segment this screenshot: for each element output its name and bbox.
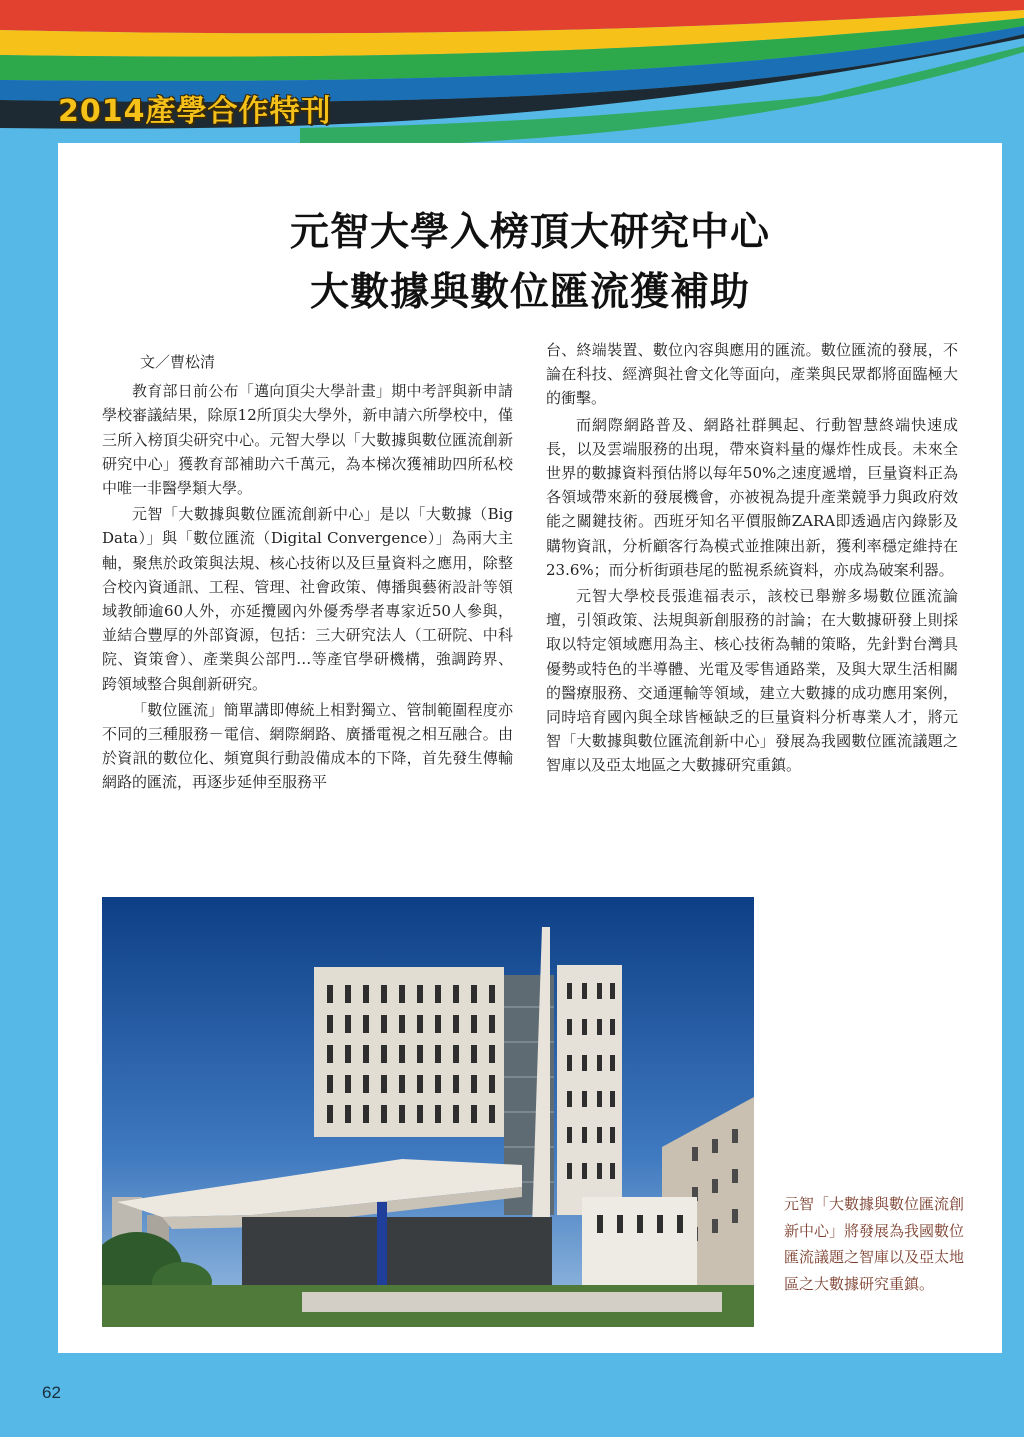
right-column (546, 338, 958, 780)
paragraph: 「數位匯流」簡單講即傳統上相對獨立、管制範圍程度亦不同的三種服務－電信、網際網路、廣播電視之相互融合。由於資訊的數位化、頻寬與行動設備成本的下降，首先發生傳輸網路的匯流，再逐步延伸至服務平 (102, 700, 513, 792)
paragraph: 教育部日前公布「邁向頂尖大學計畫」期中考評與新申請學校審議結果，除原12所頂尖大學外，新申請六所學校中，僅三所入榜頂尖研究中心。元智大學以「大數據與數位匯流創新研究中心」獲教育部補助六千萬元，為本梯次獲補助四所私校中唯一非醫學類大學。 (102, 382, 513, 498)
paragraph: 元智大學校長張進福表示，該校已舉辦多場數位匯流論壇，引領政策、法規與新創服務的討論；在大數據研發上則採取以特定領域應用為主、核心技術為輔的策略，先針對台灣具優勢或特色的半導體、光電及零售通路業，及與大眾生活相關的醫療服務、交通運輸等領域，建立大數據的成功應用案例，同時培育國內與全球皆極缺乏的巨量資料分析專業人才，將元智「大數據與數位匯流創新中心」發展為我國數位匯流議題之智庫以及亞太地區之大數據研究重鎮。 (546, 587, 958, 775)
photo-caption: 元智「大數據與數位匯流創新中心」將發展為我國數位匯流議題之智庫以及亞太地區之大數據研究重鎮。 (784, 1195, 965, 1293)
paragraph: 元智「大數據與數位匯流創新中心」是以「大數據（Big Data）」與「數位匯流（Digital Convergence）」為兩大主軸，聚焦於政策與法規、核心技術以及巨量資料之應用，除整合校內資通訊、工程、管理、社會政策、傳播與藝術設計等領域教師逾60人外，亦延攬國內外優秀學者專家近50人參與，並結合豐厚的外部資源，包括：三大研究法人（工研院、中科院、資策會）、產業與公部門…等產官學研機構，強調跨界、跨領域整合與創新研究。 (102, 505, 513, 693)
special-issue-title: 2014產學合作特刊 (58, 94, 332, 129)
headline-line-2: 大數據與數位匯流獲補助 (309, 269, 750, 315)
paragraph-continued: 台、終端裝置、數位內容與應用的匯流。數位匯流的發展，不論在科技、經濟與社會文化等面向，產業與民眾都將面臨極大的衝擊。 (546, 341, 958, 408)
byline: 文／曹松清 (140, 353, 216, 371)
article-panel (58, 143, 1002, 1353)
headline-line-1: 元智大學入榜頂大研究中心 (289, 209, 770, 255)
building-photo (102, 897, 754, 1327)
left-column (102, 350, 513, 797)
page-number: 62 (42, 1383, 61, 1402)
paragraph: 而網際網路普及、網路社群興起、行動智慧終端快速成長，以及雲端服務的出現，帶來資料量的爆炸性成長。未來全世界的數據資料預估將以每年50%之速度遞增，巨量資料正為各領域帶來新的發展機會，亦被視為提升產業競爭力與政府效能之關鍵技術。西班牙知名平價服飾ZARA即透過店內錄影及購物資訊，分析顧客行為模式並推陳出新，獲利率穩定維持在23.6%；而分析街頭巷尾的監視系統資料，亦成為破案利器。 (546, 415, 958, 579)
